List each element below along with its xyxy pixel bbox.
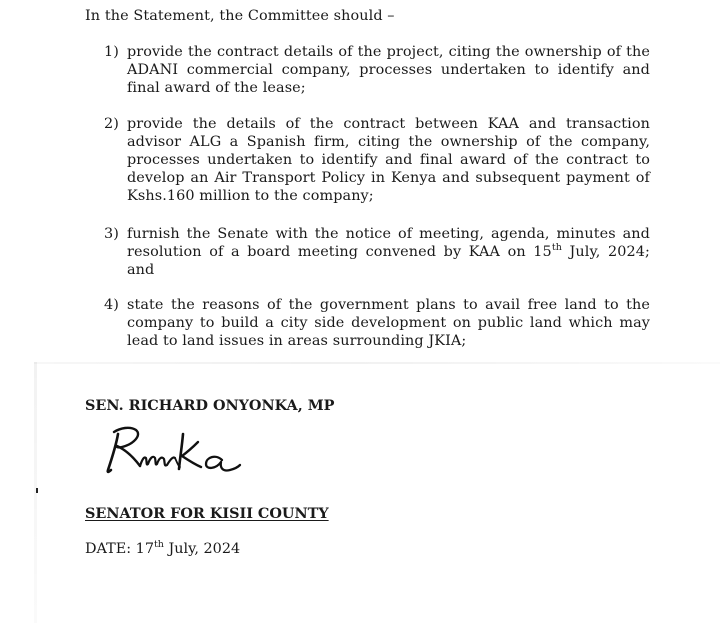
date-ordinal-suffix: th [153, 539, 164, 551]
statement-intro: In the Statement, the Committee should – [85, 8, 395, 24]
list-item [104, 115, 650, 205]
date-rest: July, 2024 [163, 541, 241, 557]
list-item-text [127, 225, 650, 279]
signer-title: SENATOR FOR KISII COUNTY [85, 505, 329, 522]
scan-fold-line [34, 362, 720, 364]
scan-speck [36, 488, 38, 493]
list-item-text-part: July, 2024; and [127, 244, 650, 278]
list-item-number: 4) [104, 297, 119, 313]
list-item-number: 1) [104, 44, 119, 60]
list-item [104, 296, 650, 350]
list-item-number: 3) [104, 226, 119, 242]
list-item-text: state the reasons of the government plans to avail free land to the company to build a city side development on public land which may lead to land issues in areas surrounding JKIA; [127, 297, 650, 349]
handwritten-signature [100, 420, 250, 486]
list-item [104, 225, 650, 279]
list-item-text-part: furnish the Senate with the notice of meeting, agenda, minutes and resolution of a board meeting convened by KAA on 15 [127, 226, 650, 260]
list-item-number: 2) [104, 116, 119, 132]
list-item-text: provide the contract details of the project, citing the ownership of the ADANI commercial company, processes undertaken to identify and final award of the lease; [127, 44, 650, 96]
date-line [85, 541, 240, 557]
list-item-text: provide the details of the contract between KAA and transaction advisor ALG a Spanish firm, citing the ownership of the company, processes undertaken to identify and final award of the contract to develop an Air Transport Policy in Kenya and subsequent payment of Kshs.160 million to the company; [127, 116, 650, 204]
signer-name: SEN. RICHARD ONYONKA, MP [85, 397, 335, 414]
list-item [104, 43, 650, 97]
date-label: DATE: 17 [85, 541, 154, 557]
ordinal-suffix: th [551, 242, 562, 254]
